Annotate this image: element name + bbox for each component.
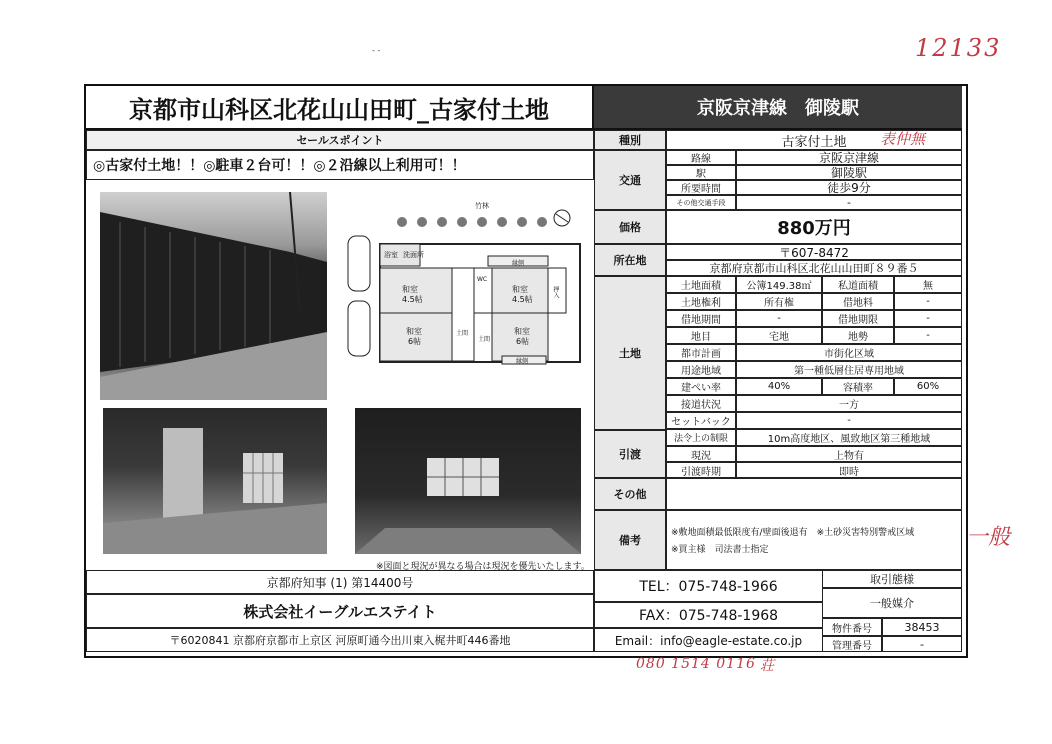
- setback-value: -: [736, 412, 962, 429]
- postal-code: 〒607-8472: [666, 244, 962, 260]
- handover-label: 引渡: [594, 430, 666, 478]
- zoning-label: 用途地域: [666, 361, 736, 378]
- toilet: WC: [477, 276, 488, 283]
- land-area-value: 公簿149.38㎡: [736, 276, 822, 293]
- deal-type-label: 取引態様: [822, 570, 962, 588]
- law-restriction-value: 10m高度地区、風致地区第三種地域: [736, 429, 962, 446]
- address-label: 所在地: [594, 244, 666, 276]
- lease-term-value: -: [894, 310, 962, 327]
- remarks-box: [666, 510, 962, 570]
- room-4-label: 和室: [514, 327, 530, 336]
- deal-type-value: 一般媒介: [822, 588, 962, 618]
- room-3-label: 和室: [512, 285, 528, 294]
- law-restriction-label: 法令上の制限: [666, 429, 736, 446]
- route-value: 京阪京津線: [736, 150, 962, 165]
- interior-photo-1-art: [103, 408, 327, 554]
- land-label: 土地: [594, 276, 666, 430]
- company-name: 株式会社イーグルエステイト: [86, 594, 594, 628]
- address-value: 京都府京都市山科区北花山山田町８９番５: [666, 260, 962, 276]
- room-1-label: 和室: [402, 285, 418, 294]
- page-title: 京都市山科区北花山山田町_古家付土地: [86, 86, 594, 130]
- station-banner: 京阪京津線 御陵駅: [594, 86, 962, 130]
- interior-photo-2: [355, 408, 581, 554]
- lease-period-label: 借地期間: [666, 310, 736, 327]
- city-plan-value: 市街化区域: [736, 344, 962, 361]
- type-label: 種別: [594, 130, 666, 150]
- other-transport-value: -: [736, 195, 962, 210]
- ground-rent-label: 借地料: [822, 293, 894, 310]
- room-washroom: 洗面所: [403, 251, 424, 259]
- manage-no-value: -: [882, 636, 962, 652]
- room-4-size: 6帖: [516, 337, 530, 346]
- lease-term-label: 借地期限: [822, 310, 894, 327]
- remarks-handwritten: 一般: [966, 525, 1011, 550]
- type-handwritten: 表仲無: [880, 130, 926, 148]
- doma-1: 土間: [456, 330, 469, 337]
- oshiire: 押入: [552, 286, 559, 298]
- zoning-value: 第一種低層住居専用地域: [736, 361, 962, 378]
- sales-point-label: セールスポイント: [86, 130, 594, 150]
- route-label: 路線: [666, 150, 736, 165]
- exterior-photo: [100, 192, 327, 400]
- setback-label: セットバック: [666, 412, 736, 429]
- property-no-label: 物件番号: [822, 618, 882, 636]
- tel: TEL：075-748-1966: [594, 570, 822, 602]
- station-value: 御陵駅: [736, 165, 962, 180]
- ground-rent-value: -: [894, 293, 962, 310]
- handover-timing-value: 即時: [736, 462, 962, 478]
- city-plan-label: 都市計画: [666, 344, 736, 361]
- exterior-photo-art: [100, 192, 327, 400]
- license-number: 京都府知事 (1) 第14400号: [86, 570, 594, 594]
- handwritten-code: 12133: [915, 34, 1002, 62]
- remarks-line-2: ※買主様 司法書士指定: [671, 545, 769, 555]
- interior-photo-2-art: [355, 408, 581, 554]
- private-road-value: 無: [894, 276, 962, 293]
- interior-photo-1: [103, 408, 327, 554]
- far-value: 60%: [894, 378, 962, 395]
- remarks-line-1: ※敷地面積最低限度有/壁面後退有 ※土砂災害特別警戒区域: [671, 528, 915, 538]
- price-label: 価格: [594, 210, 666, 244]
- land-category-label: 地目: [666, 327, 736, 344]
- engawa-bottom: 縁側: [516, 358, 529, 365]
- remarks-label: 備考: [594, 510, 666, 570]
- handwritten-note: 荘: [760, 658, 774, 674]
- room-bath: 浴室: [384, 251, 398, 259]
- road-access-value: 一方: [736, 395, 962, 412]
- other-value: [666, 478, 962, 510]
- private-road-label: 私道面積: [822, 276, 894, 293]
- other-transport-label: その他交通手段: [666, 195, 736, 210]
- far-label: 容積率: [822, 378, 894, 395]
- land-rights-value: 所有権: [736, 293, 822, 310]
- price-value: 880万円: [666, 210, 962, 244]
- coverage-label: 建ぺい率: [666, 378, 736, 395]
- land-category-value: 宅地: [736, 327, 822, 344]
- floorplan-drawing: [340, 196, 585, 401]
- terrain-value: -: [894, 327, 962, 344]
- land-grid: [666, 276, 962, 344]
- type-value: 古家付土地: [666, 130, 962, 150]
- floorplan: [340, 196, 585, 401]
- property-no-value: 38453: [882, 618, 962, 636]
- other-label: その他: [594, 478, 666, 510]
- floorplan-top-label: 竹林: [475, 202, 489, 210]
- doma-2: 土間: [478, 336, 491, 343]
- room-2-label: 和室: [406, 327, 422, 336]
- coverage-value: 40%: [736, 378, 822, 395]
- room-2-size: 6帖: [408, 337, 422, 346]
- station-label: 駅: [666, 165, 736, 180]
- fax: FAX：075-748-1968: [594, 602, 822, 628]
- scan-speck: - -: [372, 46, 381, 55]
- time-value: 徒歩9分: [736, 180, 962, 195]
- room-3-size: 4.5帖: [512, 295, 533, 304]
- sales-point-text: ◎古家付土地！！◎駐車２台可！！◎２沿線以上利用可！！: [86, 150, 594, 180]
- road-access-label: 接道状況: [666, 395, 736, 412]
- land-area-label: 土地面積: [666, 276, 736, 293]
- engawa-top: 縁側: [512, 260, 525, 267]
- terrain-label: 地勢: [822, 327, 894, 344]
- handwritten-phone: 080 1514 0116: [636, 656, 756, 672]
- manage-no-label: 管理番号: [822, 636, 882, 652]
- status-value: 上物有: [736, 446, 962, 462]
- company-address: 〒6020841 京都府京都市上京区 河原町通今出川東入梶井町446番地: [86, 628, 594, 652]
- room-1-size: 4.5帖: [402, 295, 423, 304]
- lease-period-value: -: [736, 310, 822, 327]
- status-label: 現況: [666, 446, 736, 462]
- disclaimer: ※図面と現況が異なる場合は現況を優先いたします。: [376, 562, 590, 572]
- transport-label: 交通: [594, 150, 666, 210]
- time-label: 所要時間: [666, 180, 736, 195]
- handover-timing-label: 引渡時期: [666, 462, 736, 478]
- land-rights-label: 土地権利: [666, 293, 736, 310]
- email: Email：info@eagle-estate.co.jp: [594, 628, 822, 652]
